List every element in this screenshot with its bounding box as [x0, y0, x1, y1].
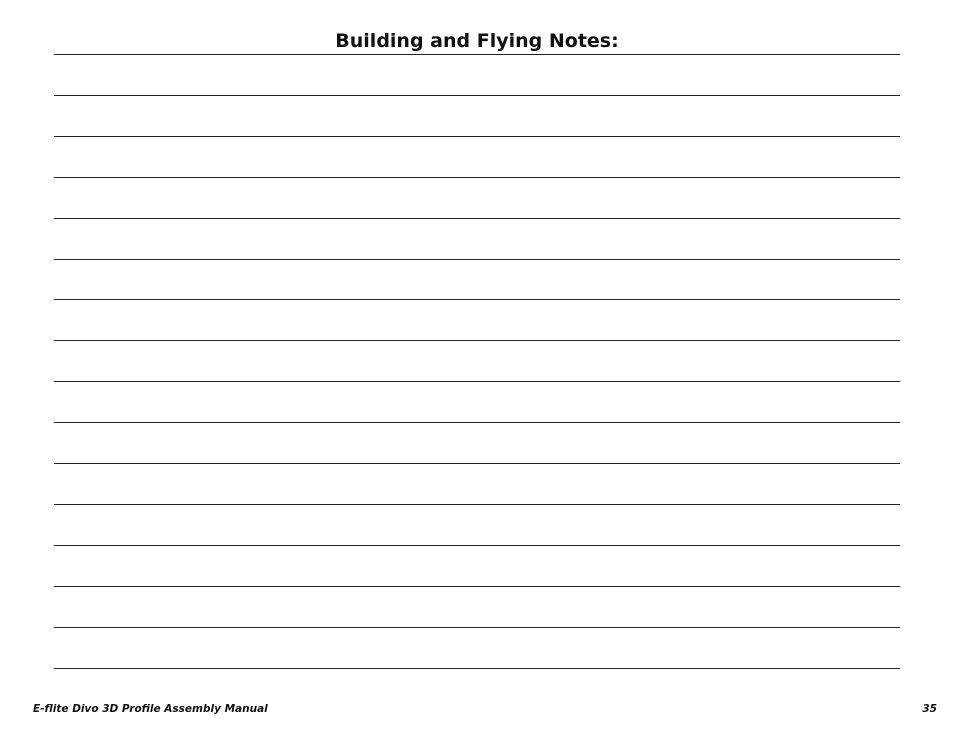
- note-line: [54, 668, 900, 669]
- note-line: [54, 54, 900, 55]
- note-line: [54, 422, 900, 423]
- footer-manual-title: E-flite Divo 3D Profile Assembly Manual: [33, 703, 268, 715]
- page-number: 35: [922, 703, 937, 715]
- note-line: [54, 627, 900, 628]
- note-line: [54, 95, 900, 96]
- page-title: Building and Flying Notes:: [335, 30, 619, 52]
- note-line: [54, 586, 900, 587]
- notes-ruled-area: [54, 54, 900, 670]
- note-line: [54, 545, 900, 546]
- note-line: [54, 299, 900, 300]
- note-line: [54, 381, 900, 382]
- note-line: [54, 504, 900, 505]
- note-line: [54, 177, 900, 178]
- note-line: [54, 218, 900, 219]
- note-line: [54, 463, 900, 464]
- note-line: [54, 259, 900, 260]
- note-line: [54, 136, 900, 137]
- note-line: [54, 340, 900, 341]
